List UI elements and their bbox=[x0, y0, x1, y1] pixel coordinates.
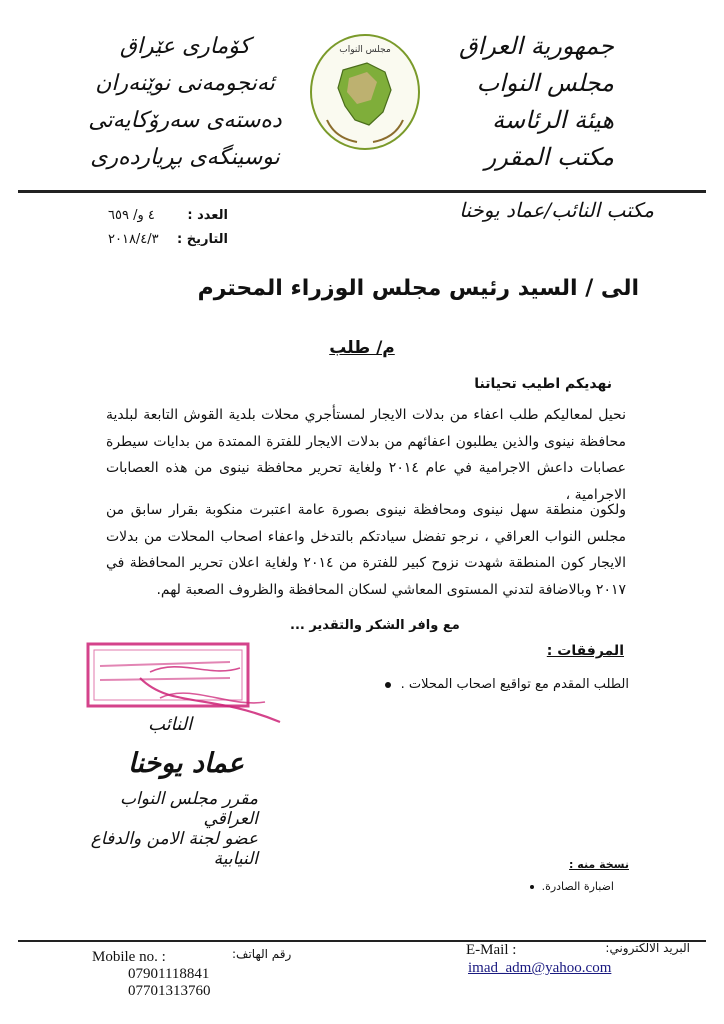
signature-name: عماد يوخنا bbox=[128, 748, 244, 779]
date-label: التاريخ : bbox=[177, 232, 228, 247]
mobile-label: Mobile no. : bbox=[92, 949, 166, 965]
phone-label-arabic: رقم الهاتف: bbox=[232, 947, 292, 961]
letterhead-line: ئەنجومەنی نوێنەران bbox=[95, 71, 275, 96]
attachment-item bbox=[385, 677, 629, 692]
addressee: الى / السيد رئيس مجلس الوزراء المحترم bbox=[197, 276, 639, 301]
body-paragraph: نحيل لمعاليكم طلب اعفاء من بدلات الايجار لمستأجري محلات بلدية القوش التابعة لبلدية محافظة نينوى والذين يطلبون اعفائهم من بدلات الايجار للفترة الممتدة من بدايات سيطرة عصابات داعش الاجرامية في عام ٢٠١٤ ولغاية تحرير محافظة نينوى من هذه العصابات الاجرامية ، bbox=[106, 407, 627, 503]
greeting: نهديكم اطيب تحياتنا bbox=[474, 376, 612, 392]
parliament-logo bbox=[305, 30, 425, 154]
attachment-text: الطلب المقدم مع تواقيع اصحاب المحلات . bbox=[400, 677, 629, 692]
attachments-title: المرفقات : bbox=[546, 643, 624, 659]
bullet-icon bbox=[385, 682, 391, 688]
body-paragraph: ولكون منطقة سهل نينوى ومحافظة نينوى بصورة عامة اعتبرت منكوبة بقرار سابق من مجلس النواب العراقي ، نرجو تفضل سيادتكم بالتدخل واعفاء اصحاب المحلات من بدلات الايجار كون المنطقة شهدت نزوح كبير للفترة من ٢٠١٤ ولغاية اعلان تحرير المحافظة في ٢٠١٧ وبالاضافة لتدني المستوى المعاشي لسكان المحافظة والظروف الصعبة لهم. bbox=[106, 502, 626, 598]
footer-divider bbox=[18, 940, 706, 942]
email-label: E-Mail : bbox=[466, 942, 517, 958]
letterhead-line: هيئة الرئاسة bbox=[492, 106, 614, 134]
subject-line: م/ طلب bbox=[329, 338, 395, 358]
letterhead-line: جمهورية العراق bbox=[458, 32, 614, 60]
signature-titles bbox=[78, 789, 258, 869]
logo-caption: مجلس النواب bbox=[339, 45, 391, 55]
copy-text: اضبارة الصادرة. bbox=[541, 880, 614, 893]
copy-item bbox=[530, 880, 614, 893]
letterhead-line: مجلس النواب bbox=[476, 69, 614, 97]
number-label: العدد : bbox=[187, 208, 228, 223]
letterhead-kurdish bbox=[70, 28, 300, 176]
reference-block bbox=[108, 204, 228, 252]
phone-number: 07701313760 bbox=[128, 983, 211, 999]
phone-number: 07901118841 bbox=[128, 966, 210, 982]
signature-title-line: عضو لجنة الامن والدفاع النيابية bbox=[90, 829, 258, 869]
letterhead-line: مكتب المقرر bbox=[484, 143, 614, 171]
copy-title: نسخة منه : bbox=[569, 858, 629, 871]
number-value: ٤ و/ ٦٥٩ bbox=[108, 208, 155, 223]
email-address[interactable]: imad_adm@yahoo.com bbox=[468, 960, 612, 976]
office-title: مكتب النائب/عماد يوخنا bbox=[459, 198, 654, 222]
letterhead-line: نوسینگەی بڕیاردەری bbox=[90, 145, 280, 170]
bullet-icon bbox=[530, 885, 534, 889]
letterhead-line: كۆماری عێراق bbox=[119, 34, 251, 59]
letterhead-line: دەستەی سەرۆکایەتی bbox=[88, 108, 282, 133]
closing: مع وافر الشكر والتقدير ... bbox=[290, 618, 460, 633]
signature-title-line: مقرر مجلس النواب العراقي bbox=[119, 789, 258, 829]
letterhead-arabic bbox=[414, 28, 614, 176]
header-divider bbox=[18, 190, 706, 193]
email-label-arabic: البريد الالكتروني: bbox=[605, 941, 690, 955]
signature-role: النائب bbox=[148, 714, 193, 735]
date-value: ٢٠١٨/٤/٣ bbox=[108, 232, 159, 247]
